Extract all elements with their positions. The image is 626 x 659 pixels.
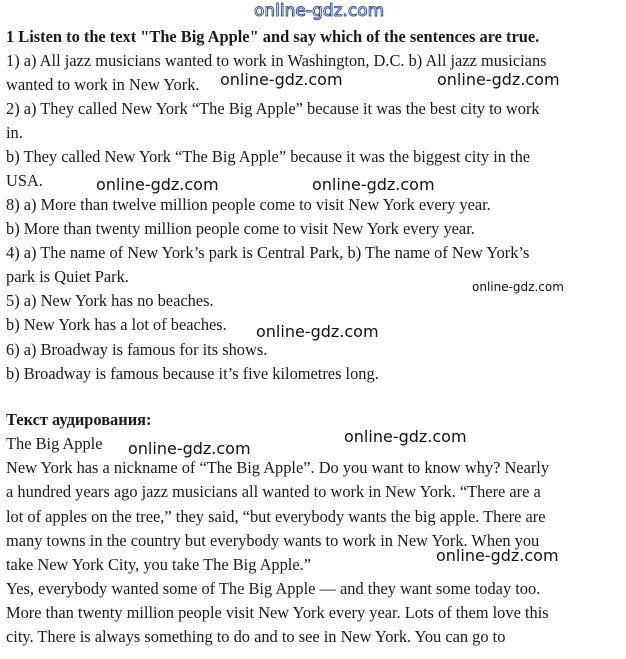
exercise-line: USA. <box>6 171 43 190</box>
watermark: online-gdz.com <box>312 175 435 194</box>
exercise-line: b) Broadway is famous because it’s five kilometres long. <box>6 364 379 383</box>
exercise-line: wanted to work in New York. <box>6 75 200 94</box>
watermark: online-gdz.com <box>256 322 379 341</box>
exercise-line: 2) a) They called New York “The Big Apple” because it was the best city to work <box>6 99 540 118</box>
exercise-line: park is Quiet Park. <box>6 267 129 286</box>
exercise-line: in. <box>6 123 23 142</box>
exercise-line: 1) a) All jazz musicians wanted to work in Washington, D.C. b) All jazz musicians <box>6 51 547 70</box>
exercise-line: 6) a) Broadway is famous for its shows. <box>6 340 268 359</box>
watermark: online-gdz.com <box>128 439 251 458</box>
exercise-line: 4) a) The name of New York’s park is Central Park, b) The name of New York’s <box>6 243 530 262</box>
watermark: online-gdz.com <box>436 546 559 565</box>
watermark: online-gdz.com <box>344 427 467 446</box>
transcript-title: The Big Apple <box>6 434 103 453</box>
exercise-line: 5) a) New York has no beaches. <box>6 291 214 310</box>
watermark: online-gdz.com <box>96 175 219 194</box>
transcript-line: city. There is always something to do and to see in New York. You can go to <box>6 627 506 646</box>
document-page <box>6 0 618 659</box>
exercise-line: b) New York has a lot of beaches. <box>6 315 227 334</box>
exercise-title: 1 Listen to the text "The Big Apple" and say which of the sentences are true. <box>6 27 540 46</box>
transcript-line: a hundred years ago jazz musicians all wanted to work in New York. “There are a <box>6 482 541 501</box>
exercise-line: 8) a) More than twelve million people come to visit New York every year. <box>6 195 491 214</box>
watermark: online-gdz.com <box>472 280 564 294</box>
transcript-line: More than twenty million people visit New York every year. Lots of them love this <box>6 603 549 622</box>
watermark: online-gdz.com <box>220 70 343 89</box>
exercise-line: b) More than twenty million people come to visit New York every year. <box>6 219 475 238</box>
watermark-top: online-gdz.com <box>254 1 385 21</box>
exercise-line: b) They called New York “The Big Apple” because it was the biggest city in the <box>6 147 531 166</box>
transcript-heading: Текст аудирования: <box>6 410 152 429</box>
transcript-line: New York has a nickname of “The Big Apple”. Do you want to know why? Nearly <box>6 458 550 477</box>
watermark: online-gdz.com <box>437 70 560 89</box>
transcript-line: lot of apples on the tree,” they said, “but everybody wants the big apple. There are <box>6 507 546 526</box>
transcript-line: Yes, everybody wanted some of The Big Apple — and they want some today too. <box>6 579 541 598</box>
transcript-line: many towns in the country but everybody wants to work in New York. When you <box>6 531 540 550</box>
transcript-line: take New York City, you take The Big Apple.” <box>6 555 312 574</box>
